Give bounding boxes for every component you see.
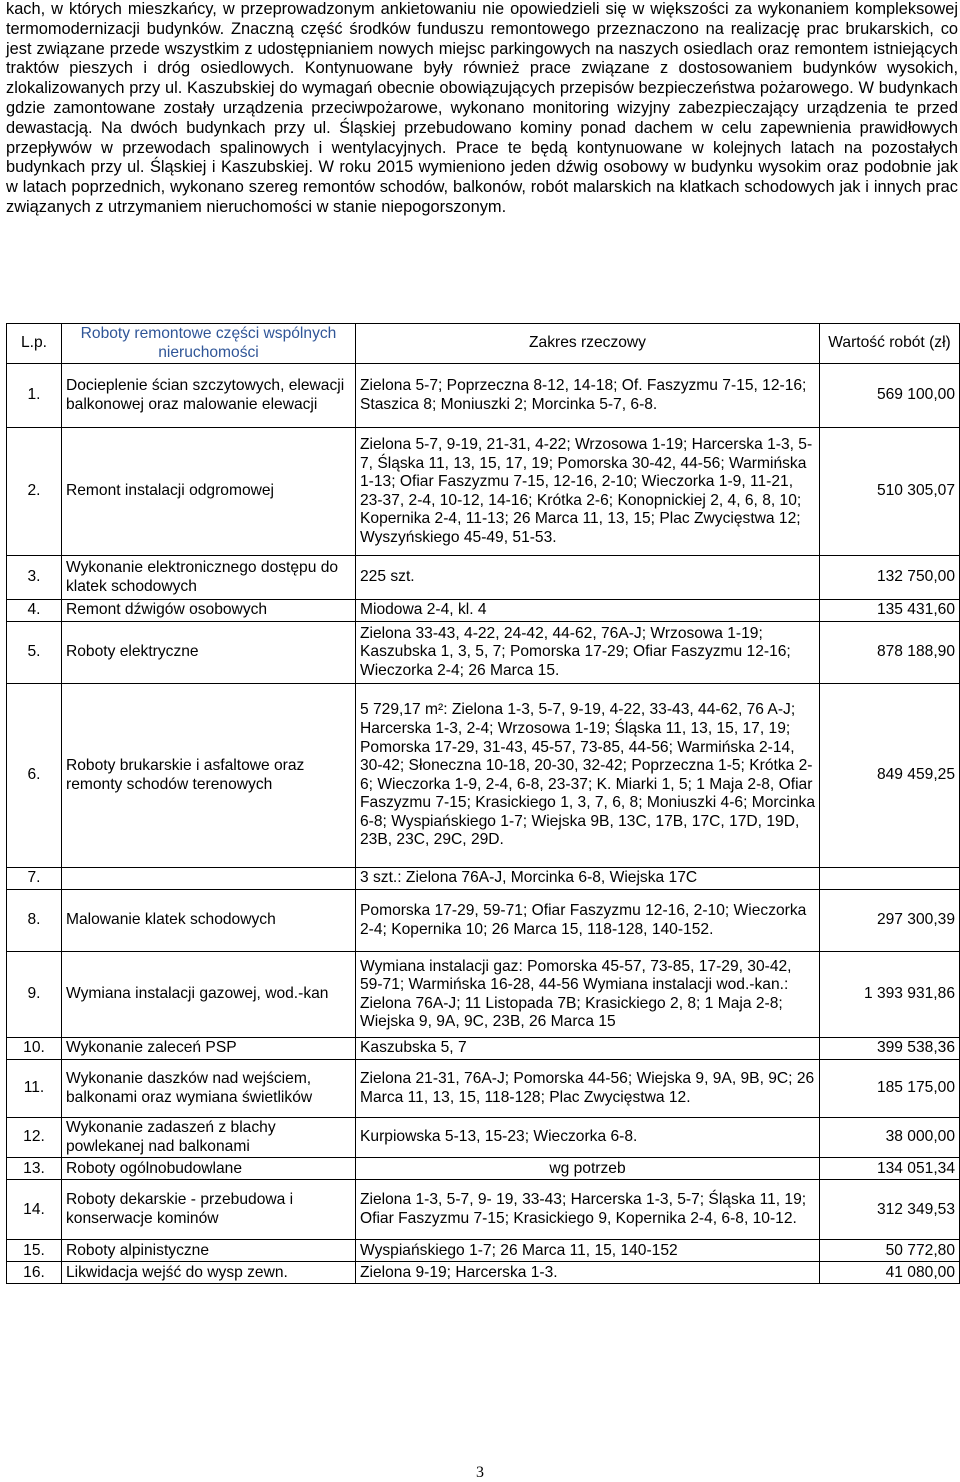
row-number: 7. [7,868,62,890]
table-row [7,1060,960,1118]
table-header-row [7,324,960,364]
row-number: 15. [7,1240,62,1262]
row-value: 878 188,90 [820,622,960,684]
row-value: 134 051,34 [820,1158,960,1180]
table-row [7,952,960,1038]
row-works-name: Wykonanie elektronicznego dostępu do klatek schodowych [62,556,356,600]
row-value: 312 349,53 [820,1180,960,1240]
row-value: 38 000,00 [820,1118,960,1158]
table-row [7,1038,960,1060]
header-lp: L.p. [7,324,62,364]
row-value: 41 080,00 [820,1262,960,1284]
row-number: 9. [7,952,62,1038]
row-scope: Wyspiańskiego 1-7; 26 Marca 11, 15, 140-152 [356,1240,820,1262]
row-value: 399 538,36 [820,1038,960,1060]
row-number: 1. [7,364,62,428]
repairs-table [6,323,960,1284]
row-number: 14. [7,1180,62,1240]
row-number: 8. [7,890,62,952]
row-scope: wg potrzeb [356,1158,820,1180]
row-scope: Zielona 1-3, 5-7, 9- 19, 33-43; Harcerska 1-3, 5-7; Śląska 11, 19; Ofiar Faszyzmu 7-15; Krasickiego 9, Kopernika 2-4, 6-8, 10-12. [356,1180,820,1240]
row-scope: Kaszubska 5, 7 [356,1038,820,1060]
row-value: 849 459,25 [820,684,960,868]
row-scope: Pomorska 17-29, 59-71; Ofiar Faszyzmu 12-16, 2-10; Wieczorka 2-4; Kopernika 10; 26 Marca 15, 118-128, 140-152. [356,890,820,952]
row-number: 12. [7,1118,62,1158]
row-value [820,868,960,890]
header-value: Wartość robót (zł) [820,324,960,364]
row-number: 13. [7,1158,62,1180]
table-row [7,1118,960,1158]
row-number: 5. [7,622,62,684]
table-row [7,556,960,600]
row-scope: Wymiana instalacji gaz: Pomorska 45-57, 73-85, 17-29, 30-42, 59-71; Warmińska 16-28, 44-56 Wymiana instalacji wod.-kan.: Zielona 76A-J; 11 Listopada 7B; Krasickiego 2, 8; 1 Maja 2-8; Wiejska 9, 9A, 9C, 23B, 26 Marca 15 [356,952,820,1038]
row-number: 16. [7,1262,62,1284]
row-scope: Zielona 5-7; Poprzeczna 8-12, 14-18; Of. Faszyzmu 7-15, 12-16; Staszica 8; Moniuszki 2; Morcinka 5-7, 6-8. [356,364,820,428]
row-works-name: Remont instalacji odgromowej [62,428,356,556]
table-row [7,428,960,556]
row-works-name: Wykonanie daszków nad wejściem, balkonami oraz wymiana świetlików [62,1060,356,1118]
table-row [7,364,960,428]
row-works-name: Roboty dekarskie - przebudowa i konserwacje kominów [62,1180,356,1240]
row-works-name: Docieplenie ścian szczytowych, elewacji balkonowej oraz malowanie elewacji [62,364,356,428]
table-row [7,600,960,622]
intro-paragraph: kach, w których mieszkańcy, w przeprowadzonym ankietowaniu nie opowiedzieli się w większości za wykonaniem kompleksowej termomodernizacji budynków. Znaczną część środków funduszu remontowego przeznaczono na realizację prac brukarskich, co jest związane przede wszystkim z udostępnianiem nowych miejsc parkingowych na naszych osiedlach oraz remontem istniejących traktów pieszych i dróg osiedlowych. Kontynuowane były również prace związane z dostosowaniem budynków wysokich, zlokalizowanych przy ul. Kaszubskiej do wymagań obecnie obowiązujących przepisów bezpieczeństwa pożarowego. W budynkach gdzie zamontowane zostały urządzenia przeciwpożarowe, wykonano monitoring wizyjny zabezpieczający urządzenia te przed dewastacją. Na dwóch budynkach przy ul. Śląskiej przebudowano kominy ponad dachem w celu zapewnienia prawidłowych przepływów w przewodach spalinowych i wentylacyjnych. Prace te będą kontynuowane w kolejnych latach na pozostałych budynkach przy ul. Śląskiej i Kaszubskiej. W roku 2015 wymieniono jeden dźwig osobowy w budynku wysokim oraz podobnie jak w latach poprzednich, wykonano szereg remontów schodów, balkonów, robót malarskich na klatkach schodowych jak i innych prac związanych z utrzymaniem nieruchomości w stanie niepogorszonym. [6,0,958,216]
row-number: 3. [7,556,62,600]
table-row [7,684,960,868]
table-row [7,1158,960,1180]
row-scope: Zielona 21-31, 76A-J; Pomorska 44-56; Wiejska 9, 9A, 9B, 9C; 26 Marca 11, 13, 15, 118-128; Plac Zwycięstwa 12. [356,1060,820,1118]
row-works-name [62,868,356,890]
row-works-name: Roboty alpinistyczne [62,1240,356,1262]
table-row [7,890,960,952]
row-number: 2. [7,428,62,556]
row-value: 510 305,07 [820,428,960,556]
row-works-name: Likwidacja wejść do wysp zewn. [62,1262,356,1284]
row-value: 50 772,80 [820,1240,960,1262]
row-works-name: Remont dźwigów osobowych [62,600,356,622]
row-number: 6. [7,684,62,868]
row-works-name: Wymiana instalacji gazowej, wod.-kan [62,952,356,1038]
table-row [7,1180,960,1240]
row-scope: 5 729,17 m²: Zielona 1-3, 5-7, 9-19, 4-22, 33-43, 44-62, 76 A-J; Harcerska 1-3, 2-4; Wrzosowa 1-19; Śląska 11, 13, 15, 17, 19; Pomorska 17-29, 31-43, 45-57, 73-85, 44-56; Warmińska 2-14, 30-42; Słoneczna 10-18, 20-30, 32-42; Poprzeczna 1-5; Krótka 2-6; Wieczorka 1-9, 2-4, 6-8, 23-37; K. Miarki 1, 5; 1 Maja 2-8, Ofiar Faszyzmu 7-15; Krasickiego 1, 3, 7, 6, 8; Moniuszki 4-6; Morcinka 6-8; Wyspiańskiego 1-7; Wiejska 9B, 13C, 17B, 17C, 17D, 19D, 23B, 23C, 29C, 29D. [356,684,820,868]
row-value: 1 393 931,86 [820,952,960,1038]
row-scope: Zielona 33-43, 4-22, 24-42, 44-62, 76A-J; Wrzosowa 1-19; Kaszubska 1, 3, 5, 7; Pomorska 17-29; Ofiar Faszyzmu 12-16; Wieczorka 2-4; 26 Marca 15. [356,622,820,684]
table-row [7,868,960,890]
row-scope: Kurpiowska 5-13, 15-23; Wieczorka 6-8. [356,1118,820,1158]
row-scope: Zielona 9-19; Harcerska 1-3. [356,1262,820,1284]
row-value: 569 100,00 [820,364,960,428]
table-row [7,1262,960,1284]
row-works-name: Roboty ogólnobudowlane [62,1158,356,1180]
header-works: Roboty remontowe części wspólnych nieruchomości [62,324,356,364]
row-value: 185 175,00 [820,1060,960,1118]
row-scope: Zielona 5-7, 9-19, 21-31, 4-22; Wrzosowa 1-19; Harcerska 1-3, 5-7, Śląska 11, 13, 15, 17, 19; Pomorska 30-42, 44-56; Warmińska 1-13; Ofiar Faszyzmu 7-15, 12-16, 2-10; Wieczorka 1-9, 11-21, 23-37, 2-4, 10-12, 14-16; Krótka 2-6; Konopnickiej 2, 4, 6, 8, 10; Kopernika 2-4, 11-13; 26 Marca 11, 13, 15; Plac Zwycięstwa 12; Wyszyńskiego 45-49, 51-53. [356,428,820,556]
row-works-name: Malowanie klatek schodowych [62,890,356,952]
row-scope: 225 szt. [356,556,820,600]
row-number: 4. [7,600,62,622]
row-works-name: Roboty elektryczne [62,622,356,684]
table-body [7,364,960,1284]
row-value: 132 750,00 [820,556,960,600]
table-row [7,622,960,684]
row-scope: Miodowa 2-4, kl. 4 [356,600,820,622]
row-works-name: Wykonanie zadaszeń z blachy powlekanej nad balkonami [62,1118,356,1158]
row-value: 135 431,60 [820,600,960,622]
row-works-name: Wykonanie zaleceń PSP [62,1038,356,1060]
row-works-name: Roboty brukarskie i asfaltowe oraz remonty schodów terenowych [62,684,356,868]
table-row [7,1240,960,1262]
row-scope: 3 szt.: Zielona 76A-J, Morcinka 6-8, Wiejska 17C [356,868,820,890]
header-scope: Zakres rzeczowy [356,324,820,364]
row-value: 297 300,39 [820,890,960,952]
row-number: 10. [7,1038,62,1060]
page-number: 3 [476,1464,484,1481]
row-number: 11. [7,1060,62,1118]
